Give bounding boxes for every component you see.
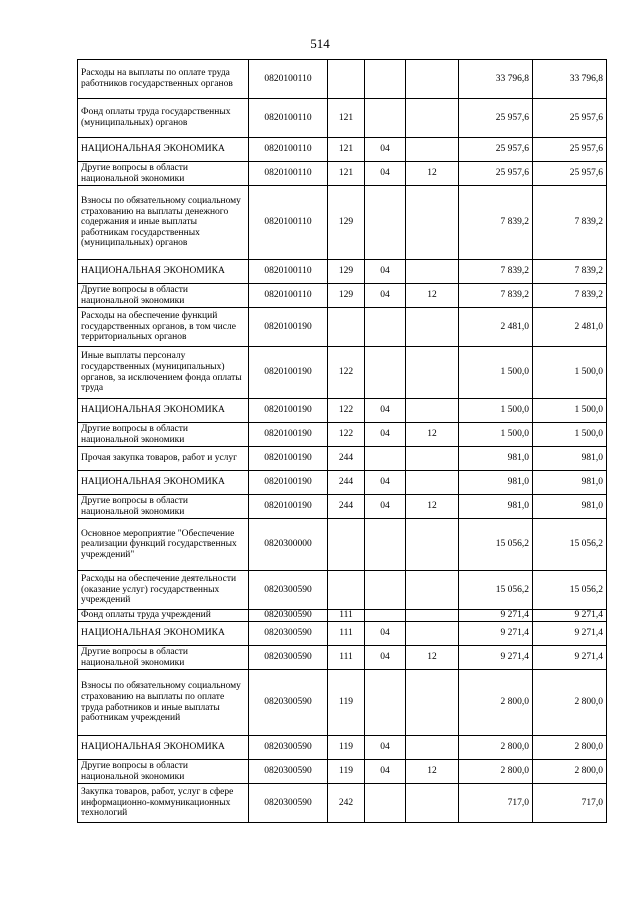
cell-sum-year-2: 33 796,8 [533,60,607,99]
cell-section: 04 [365,423,406,447]
cell-expense-type: 129 [328,284,365,308]
cell-subsection [406,260,459,284]
cell-sum-year-1: 2 800,0 [459,670,533,736]
cell-subsection [406,784,459,823]
cell-section [365,571,406,610]
table-row [78,519,607,571]
cell-subsection [406,471,459,495]
cell-sum-year-1: 9 271,4 [459,610,533,622]
cell-expense-type: 111 [328,622,365,646]
cell-subsection: 12 [406,423,459,447]
cell-expense-type [328,60,365,99]
cell-sum-year-2: 981,0 [533,495,607,519]
cell-expense-type: 244 [328,495,365,519]
cell-target-code: 0820300590 [249,784,328,823]
table-row [78,622,607,646]
cell-name: Другие вопросы в области национальной экономики [78,162,249,186]
cell-sum-year-2: 7 839,2 [533,186,607,260]
cell-subsection: 12 [406,284,459,308]
cell-sum-year-2: 25 957,6 [533,99,607,138]
cell-name: Фонд оплаты труда государственных (муниципальных) органов [78,99,249,138]
cell-target-code: 0820100190 [249,447,328,471]
cell-target-code: 0820300590 [249,646,328,670]
cell-sum-year-1: 7 839,2 [459,186,533,260]
cell-name: Взносы по обязательному социальному страхованию на выплаты денежного содержания и иные выплаты работникам государственных (муниципальных) органов [78,186,249,260]
cell-target-code: 0820100190 [249,308,328,347]
cell-name: Основное мероприятие "Обеспечение реализации функций государственных учреждений" [78,519,249,571]
cell-section [365,308,406,347]
cell-name: Закупка товаров, работ, услуг в сфере информационно-коммуникационных технологий [78,784,249,823]
cell-sum-year-1: 1 500,0 [459,347,533,399]
cell-sum-year-1: 981,0 [459,471,533,495]
cell-sum-year-2: 1 500,0 [533,347,607,399]
cell-name: НАЦИОНАЛЬНАЯ ЭКОНОМИКА [78,471,249,495]
table-row [78,760,607,784]
cell-name: Расходы на обеспечение деятельности (оказание услуг) государственных учреждений [78,571,249,610]
cell-name: Другие вопросы в области национальной экономики [78,760,249,784]
cell-subsection [406,60,459,99]
cell-expense-type [328,571,365,610]
table-row [78,447,607,471]
cell-sum-year-1: 981,0 [459,495,533,519]
cell-section: 04 [365,622,406,646]
table-row [78,571,607,610]
cell-sum-year-1: 1 500,0 [459,399,533,423]
table-row [78,260,607,284]
cell-section: 04 [365,284,406,308]
cell-target-code: 0820100110 [249,186,328,260]
cell-expense-type: 119 [328,670,365,736]
cell-name: Прочая закупка товаров, работ и услуг [78,447,249,471]
cell-sum-year-1: 25 957,6 [459,138,533,162]
table-row [78,138,607,162]
cell-section: 04 [365,138,406,162]
cell-sum-year-2: 1 500,0 [533,399,607,423]
cell-subsection: 12 [406,495,459,519]
cell-section [365,60,406,99]
cell-section [365,670,406,736]
table-row [78,186,607,260]
cell-target-code: 0820300590 [249,610,328,622]
cell-section: 04 [365,399,406,423]
cell-sum-year-2: 15 056,2 [533,519,607,571]
cell-subsection [406,138,459,162]
cell-name: НАЦИОНАЛЬНАЯ ЭКОНОМИКА [78,622,249,646]
cell-sum-year-1: 25 957,6 [459,162,533,186]
table-row [78,399,607,423]
cell-target-code: 0820100110 [249,99,328,138]
table-row [78,784,607,823]
cell-sum-year-2: 2 800,0 [533,736,607,760]
cell-sum-year-1: 9 271,4 [459,622,533,646]
cell-section [365,610,406,622]
cell-subsection [406,519,459,571]
cell-name: НАЦИОНАЛЬНАЯ ЭКОНОМИКА [78,260,249,284]
cell-sum-year-2: 15 056,2 [533,571,607,610]
cell-target-code: 0820100190 [249,347,328,399]
cell-sum-year-1: 1 500,0 [459,423,533,447]
cell-sum-year-2: 981,0 [533,471,607,495]
cell-subsection [406,347,459,399]
cell-subsection [406,447,459,471]
cell-sum-year-2: 2 800,0 [533,760,607,784]
cell-subsection [406,186,459,260]
cell-sum-year-2: 717,0 [533,784,607,823]
cell-target-code: 0820100190 [249,471,328,495]
cell-name: Другие вопросы в области национальной экономики [78,495,249,519]
cell-target-code: 0820300590 [249,670,328,736]
cell-sum-year-1: 9 271,4 [459,646,533,670]
cell-sum-year-1: 33 796,8 [459,60,533,99]
cell-name: Другие вопросы в области национальной экономики [78,284,249,308]
cell-target-code: 0820100110 [249,260,328,284]
cell-sum-year-2: 2 481,0 [533,308,607,347]
cell-subsection [406,610,459,622]
cell-expense-type: 122 [328,399,365,423]
cell-section: 04 [365,736,406,760]
cell-expense-type: 121 [328,138,365,162]
cell-subsection: 12 [406,760,459,784]
cell-sum-year-2: 9 271,4 [533,646,607,670]
cell-expense-type: 122 [328,423,365,447]
cell-expense-type: 129 [328,186,365,260]
cell-sum-year-1: 15 056,2 [459,519,533,571]
cell-expense-type: 244 [328,447,365,471]
budget-table [77,59,607,823]
cell-subsection [406,736,459,760]
cell-section: 04 [365,760,406,784]
cell-sum-year-2: 7 839,2 [533,284,607,308]
cell-section [365,447,406,471]
cell-name: Другие вопросы в области национальной экономики [78,646,249,670]
cell-target-code: 0820300000 [249,519,328,571]
cell-sum-year-1: 15 056,2 [459,571,533,610]
cell-subsection: 12 [406,646,459,670]
cell-name: Иные выплаты персоналу государственных (муниципальных) органов, за исключением фонда оплаты труда [78,347,249,399]
cell-expense-type: 111 [328,610,365,622]
cell-sum-year-1: 981,0 [459,447,533,471]
cell-subsection [406,399,459,423]
cell-subsection [406,622,459,646]
cell-subsection [406,571,459,610]
table-row [78,60,607,99]
cell-target-code: 0820100110 [249,60,328,99]
cell-sum-year-2: 9 271,4 [533,610,607,622]
page-number: 514 [310,36,330,51]
cell-section [365,519,406,571]
cell-name: Взносы по обязательному социальному страхованию на выплаты по оплате труда работников и иные выплаты работникам учреждений [78,670,249,736]
cell-sum-year-1: 2 800,0 [459,736,533,760]
cell-section: 04 [365,495,406,519]
cell-sum-year-1: 717,0 [459,784,533,823]
cell-sum-year-1: 25 957,6 [459,99,533,138]
cell-target-code: 0820100190 [249,495,328,519]
cell-target-code: 0820100110 [249,162,328,186]
cell-section [365,186,406,260]
cell-expense-type [328,519,365,571]
cell-sum-year-1: 2 800,0 [459,760,533,784]
table-row [78,308,607,347]
cell-sum-year-2: 981,0 [533,447,607,471]
cell-subsection: 12 [406,162,459,186]
cell-sum-year-2: 7 839,2 [533,260,607,284]
cell-subsection [406,308,459,347]
cell-sum-year-1: 7 839,2 [459,260,533,284]
table-row [78,736,607,760]
cell-section [365,99,406,138]
cell-name: Расходы на обеспечение функций государственных органов, в том числе территориальных органов [78,308,249,347]
cell-sum-year-2: 2 800,0 [533,670,607,736]
cell-name: НАЦИОНАЛЬНАЯ ЭКОНОМИКА [78,736,249,760]
cell-name: Другие вопросы в области национальной экономики [78,423,249,447]
table-row [78,347,607,399]
cell-sum-year-1: 2 481,0 [459,308,533,347]
cell-expense-type: 242 [328,784,365,823]
cell-expense-type: 121 [328,99,365,138]
cell-expense-type: 111 [328,646,365,670]
table-row [78,99,607,138]
cell-expense-type: 119 [328,736,365,760]
cell-subsection [406,670,459,736]
cell-sum-year-1: 7 839,2 [459,284,533,308]
cell-name: НАЦИОНАЛЬНАЯ ЭКОНОМИКА [78,399,249,423]
table-row [78,423,607,447]
cell-name: Фонд оплаты труда учреждений [78,610,249,622]
table-row [78,610,607,622]
cell-section [365,784,406,823]
cell-target-code: 0820300590 [249,736,328,760]
cell-subsection [406,99,459,138]
cell-sum-year-2: 1 500,0 [533,423,607,447]
cell-expense-type: 119 [328,760,365,784]
cell-target-code: 0820100110 [249,138,328,162]
cell-target-code: 0820100190 [249,399,328,423]
cell-expense-type: 244 [328,471,365,495]
cell-sum-year-2: 9 271,4 [533,622,607,646]
cell-expense-type: 121 [328,162,365,186]
cell-target-code: 0820100110 [249,284,328,308]
cell-target-code: 0820300590 [249,760,328,784]
table-body [78,60,607,823]
cell-name: НАЦИОНАЛЬНАЯ ЭКОНОМИКА [78,138,249,162]
cell-sum-year-2: 25 957,6 [533,162,607,186]
cell-section: 04 [365,646,406,670]
table-row [78,162,607,186]
table-row [78,495,607,519]
cell-target-code: 0820100190 [249,423,328,447]
cell-expense-type: 129 [328,260,365,284]
cell-target-code: 0820300590 [249,571,328,610]
cell-section: 04 [365,260,406,284]
cell-section [365,347,406,399]
cell-target-code: 0820300590 [249,622,328,646]
cell-expense-type: 122 [328,347,365,399]
table-row [78,471,607,495]
cell-section: 04 [365,162,406,186]
cell-section: 04 [365,471,406,495]
cell-name: Расходы на выплаты по оплате труда работников государственных органов [78,60,249,99]
table-row [78,646,607,670]
cell-sum-year-2: 25 957,6 [533,138,607,162]
cell-expense-type [328,308,365,347]
table-row [78,284,607,308]
table-row [78,670,607,736]
